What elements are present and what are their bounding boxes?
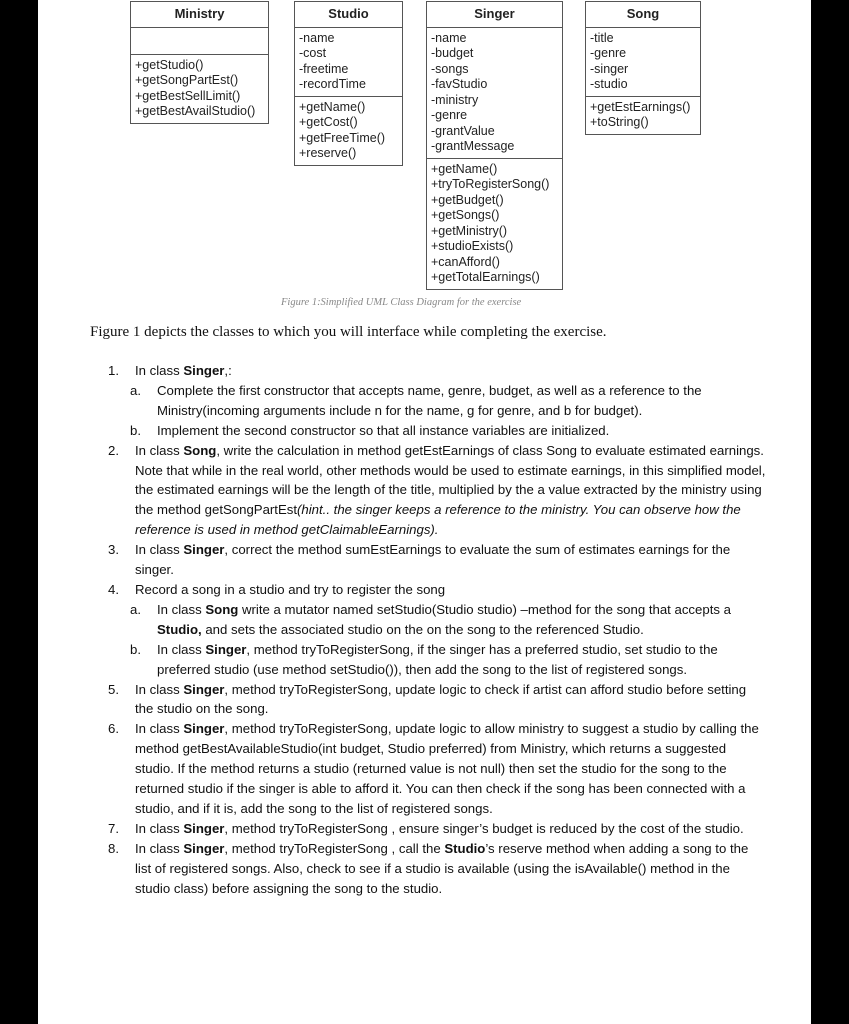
uml-attribute: -budget xyxy=(431,46,474,60)
uml-method: +canAfford() xyxy=(431,254,500,269)
uml-attribute: -genre xyxy=(431,108,468,122)
task-6 xyxy=(108,719,768,819)
uml-method: +getMinistry() xyxy=(431,223,508,238)
uml-attribute: -name xyxy=(431,30,467,45)
uml-method: +getTotalEarnings() xyxy=(431,270,540,284)
figure-caption: Figure 1:Simplified UML Class Diagram for the exercise xyxy=(281,297,522,308)
task-text: , method tryToRegisterSong, update logic to allow ministry to suggest a studio by calling the method getBestAvailableStudio(int budget, Studio preferred) from Ministry, which returns a suggested studio. If the method returns a studio (returned value is not null) then set the studio for the song to the returned studio if the singer is able to afford it. You can then check if the song has been connected with a studio, and if it is, add the song to the list of registered songs. xyxy=(135,721,759,816)
uml-method: +studioExists() xyxy=(431,239,514,253)
task-number: 1. xyxy=(108,363,119,378)
uml-attribute: -studio xyxy=(590,77,628,91)
task-text: Record a song in a studio and try to register the song xyxy=(135,581,446,597)
uml-attribute: -songs xyxy=(431,61,469,76)
class-name-bold: Song xyxy=(205,601,239,617)
task-text: , method tryToRegisterSong , call the xyxy=(224,840,445,856)
task-4b xyxy=(108,640,768,680)
uml-method: +getBudget() xyxy=(431,192,504,207)
uml-attribute: -ministry xyxy=(431,92,479,107)
task-number: 3. xyxy=(108,542,119,558)
class-name-bold: Singer xyxy=(183,721,225,737)
uml-methods xyxy=(586,97,700,134)
task-text: In class xyxy=(135,721,184,737)
task-4a xyxy=(108,600,768,640)
task-number: 8. xyxy=(108,840,119,856)
task-4 xyxy=(108,580,768,600)
uml-class-ministry xyxy=(130,1,269,124)
task-text: , write the calculation in method getEstEarnings of class Song to evaluate estimated earnings. Note that while in the real world, other methods would be used to estimate earnings, in this simplified model, the estimated earnings will be the length of the title, multiplied by the a value extracted by the ministry using the method getSongPartEst xyxy=(135,442,766,518)
uml-attribute: -grantValue xyxy=(431,123,495,138)
class-name-bold: Studio xyxy=(444,840,486,856)
uml-method: +getCost() xyxy=(299,115,358,129)
uml-method: +reserve() xyxy=(299,146,357,160)
uml-methods xyxy=(295,97,402,165)
uml-attributes xyxy=(427,28,562,159)
class-name-bold: Singer xyxy=(205,641,247,657)
subtask-letter: b. xyxy=(130,641,141,657)
task-text: , correct the method sumEstEarnings to evaluate the sum of estimates earnings for the singer. xyxy=(135,542,731,578)
class-name-bold: Singer xyxy=(183,820,225,836)
uml-attributes xyxy=(295,28,402,97)
subtask-letter: b. xyxy=(130,422,141,438)
task-1a xyxy=(108,381,768,421)
uml-attribute: -title xyxy=(590,30,614,45)
uml-method: +getBestSellLimit() xyxy=(135,88,241,103)
class-name-bold: Song xyxy=(183,442,217,458)
uml-methods xyxy=(131,55,268,123)
uml-attribute: -singer xyxy=(590,61,629,76)
left-dark-margin xyxy=(0,0,38,1024)
task-text: , method tryToRegisterSong, update logic to check if artist can afford studio before setting the studio on the song. xyxy=(135,681,747,717)
task-2 xyxy=(108,441,768,541)
uml-attribute: -name xyxy=(299,30,335,45)
task-text: In class xyxy=(135,542,184,558)
uml-attributes xyxy=(586,28,700,97)
task-number: 4. xyxy=(108,581,119,597)
uml-method: +getName() xyxy=(431,161,498,176)
uml-class-singer xyxy=(426,1,563,290)
task-text: In class xyxy=(135,840,184,856)
subtask-text: Implement the second constructor so that all instance variables are initialized. xyxy=(157,422,610,438)
uml-attribute: -favStudio xyxy=(431,77,488,91)
task-3 xyxy=(108,540,768,580)
uml-attribute: -genre xyxy=(590,46,627,60)
task-number: 6. xyxy=(108,721,119,737)
task-1 xyxy=(108,361,768,381)
task-1b xyxy=(108,421,768,441)
task-text: ,: xyxy=(224,363,232,378)
right-dark-margin xyxy=(811,0,849,1024)
uml-method: +getName() xyxy=(299,99,366,114)
subtask-letter: a. xyxy=(130,382,141,398)
uml-method: +getEstEarnings() xyxy=(590,99,691,114)
class-name-bold: Singer xyxy=(183,840,225,856)
task-text: In class xyxy=(135,681,184,697)
class-name-bold: Studio, xyxy=(157,621,202,637)
uml-method: +getBestAvailStudio() xyxy=(135,104,256,118)
uml-methods xyxy=(427,159,562,289)
subtask-letter: a. xyxy=(130,601,141,617)
uml-method: +tryToRegisterSong() xyxy=(431,177,550,191)
task-text: In class xyxy=(135,363,184,378)
class-name-bold: Singer xyxy=(183,542,225,558)
uml-attribute: -cost xyxy=(299,46,327,60)
uml-class-song xyxy=(585,1,701,135)
subtask-text: Complete the first constructor that accepts name, genre, budget, as well as a reference to the Ministry(incoming arguments include n for the name, g for genre, and b for budget). xyxy=(157,382,702,418)
task-8 xyxy=(108,839,768,899)
uml-method: +getSongPartEst() xyxy=(135,73,239,87)
uml-class-name: Ministry xyxy=(131,2,268,28)
uml-method: +getSongs() xyxy=(431,208,500,222)
subtask-text: In class xyxy=(157,641,206,657)
task-text: In class xyxy=(135,442,184,458)
uml-class-name: Song xyxy=(586,2,700,28)
uml-method: +toString() xyxy=(590,115,649,129)
task-text: , method tryToRegisterSong , ensure singer’s budget is reduced by the cost of the studio. xyxy=(224,820,744,836)
document-page xyxy=(38,0,811,1024)
subtask-text: In class xyxy=(157,601,206,617)
hint-italic: (hint.. the singer keeps a reference to the ministry. You can observe how the reference is used in method getClaimableEarnings). xyxy=(135,502,741,538)
subtask-text: write a mutator named setStudio(Studio studio) –method for the song that accepts a xyxy=(238,601,731,617)
uml-attribute: -freetime xyxy=(299,61,349,76)
uml-class-name: Singer xyxy=(427,2,562,28)
task-number: 5. xyxy=(108,681,119,697)
uml-class-studio xyxy=(294,1,403,166)
task-number: 7. xyxy=(108,820,119,836)
uml-method: +getFreeTime() xyxy=(299,130,386,145)
intro-paragraph: Figure 1 depicts the classes to which you will interface while completing the exercise. xyxy=(90,324,607,340)
uml-attribute: -grantMessage xyxy=(431,139,515,153)
uml-class-name: Studio xyxy=(295,2,402,28)
class-name-bold: Singer xyxy=(183,363,225,378)
uml-attribute: -recordTime xyxy=(299,77,366,91)
task-5 xyxy=(108,680,768,720)
subtask-text: , method tryToRegisterSong, if the singer has a preferred studio, set studio to the preferred studio (use method setStudio()), then add the song to the list of registered songs. xyxy=(157,641,718,677)
subtask-text: and sets the associated studio on the on the song to the referenced Studio. xyxy=(201,621,644,637)
task-7 xyxy=(108,819,768,839)
uml-attributes-empty xyxy=(131,28,268,55)
task-number: 2. xyxy=(108,442,119,458)
uml-method: +getStudio() xyxy=(135,57,204,72)
task-text: In class xyxy=(135,820,184,836)
class-name-bold: Singer xyxy=(183,681,225,697)
task-text: ’s reserve method when adding a song to the list of registered songs. Also, check to see if a studio is available (using the isAvailable() method in the studio class) before assigning the song to the studio. xyxy=(135,840,749,896)
task-list xyxy=(108,361,768,898)
